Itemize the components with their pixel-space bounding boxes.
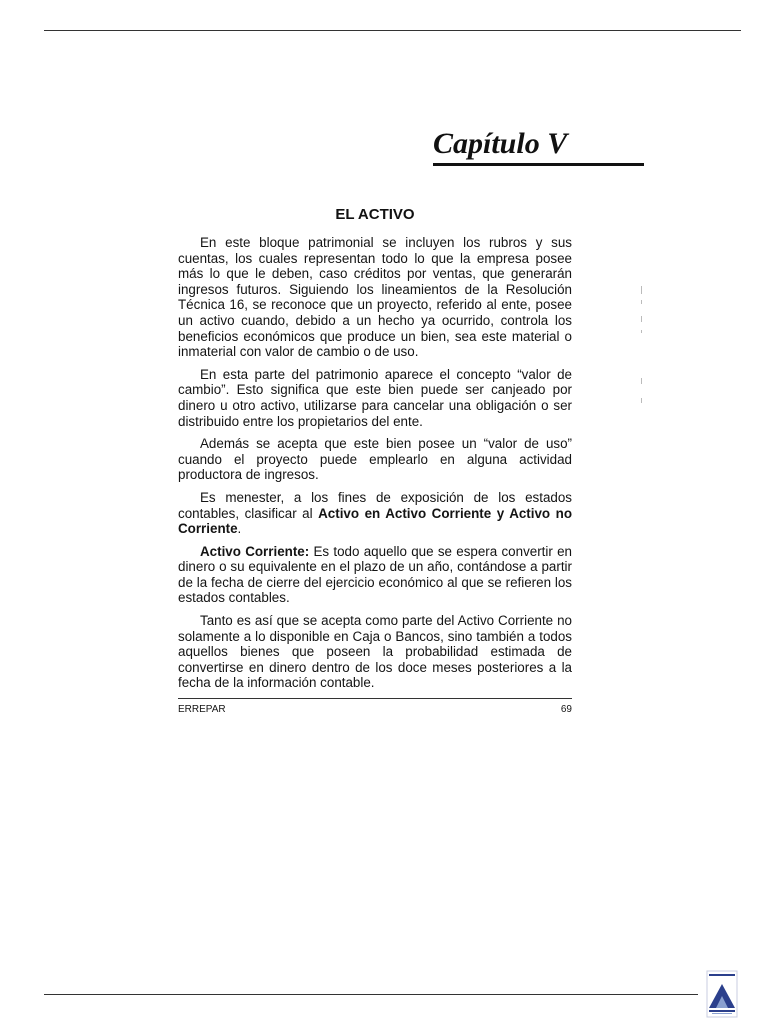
chapter-title: Capítulo V (433, 127, 568, 160)
paragraph-4 (178, 490, 572, 537)
section-title: EL ACTIVO (335, 206, 415, 223)
paragraph-3: Además se acepta que este bien posee un “valor de uso” cuando el proyecto puede emplearlo en alguna actividad productora de ingresos. (178, 436, 572, 483)
margin-marks (640, 286, 644, 406)
errepar-logo-icon (706, 970, 738, 1018)
bottom-rule (44, 994, 698, 995)
paragraph-4-start: Es menester, a los fines de exposición de los estados contables, clasificar al (178, 489, 572, 521)
paragraph-6: Tanto es así que se acepta como parte del Activo Corriente no solamente a lo disponible en Caja o Bancos, sino también a todos aquellos bienes que poseen la probabilidad estimada de convertirse en dinero dentro de los doce meses posteriores a la fecha de la información contable. (178, 613, 572, 691)
paragraph-4-emphasis: Activo en Activo Corriente y Activo no Corriente (178, 505, 572, 537)
term-activo-corriente: Activo Corriente: (200, 543, 310, 559)
top-rule (44, 30, 741, 31)
paragraph-4-end: . (237, 521, 242, 537)
paragraph-1: En este bloque patrimonial se incluyen los rubros y sus cuentas, los cuales representan todo lo que la empresa posee más lo que le deben, caso créditos por ventas, que generarán ingresos futuros. Siguiendo los lineamientos de la Resolución Técnica 16, se reconoce que un proyecto, referido al ente, posee un activo cuando, debido a un hecho ya ocurrido, controla los beneficios económicos que produce un bien, sea este material o inmaterial con valor de cambio o de uso. (178, 235, 572, 360)
body-text (178, 235, 572, 698)
footer-rule (178, 698, 572, 699)
paragraph-2: En esta parte del patrimonio aparece el concepto “valor de cambio”. Esto significa que este bien puede ser canjeado por dinero u otro activo, utilizarse para cancelar una obligación o ser distribuido entre los propietarios del ente. (178, 366, 572, 429)
paragraph-5 (178, 544, 572, 606)
chapter-underline (433, 163, 644, 166)
footer-page-number: 69 (560, 704, 572, 715)
definition-activo-corriente: Es todo aquello que se espera convertir en dinero o su equivalente en el plazo de un año, contándose a partir de la fecha de cierre del ejercicio económico al que se refieren los estados contables. (178, 543, 572, 606)
footer-publisher: ERREPAR (178, 704, 226, 715)
